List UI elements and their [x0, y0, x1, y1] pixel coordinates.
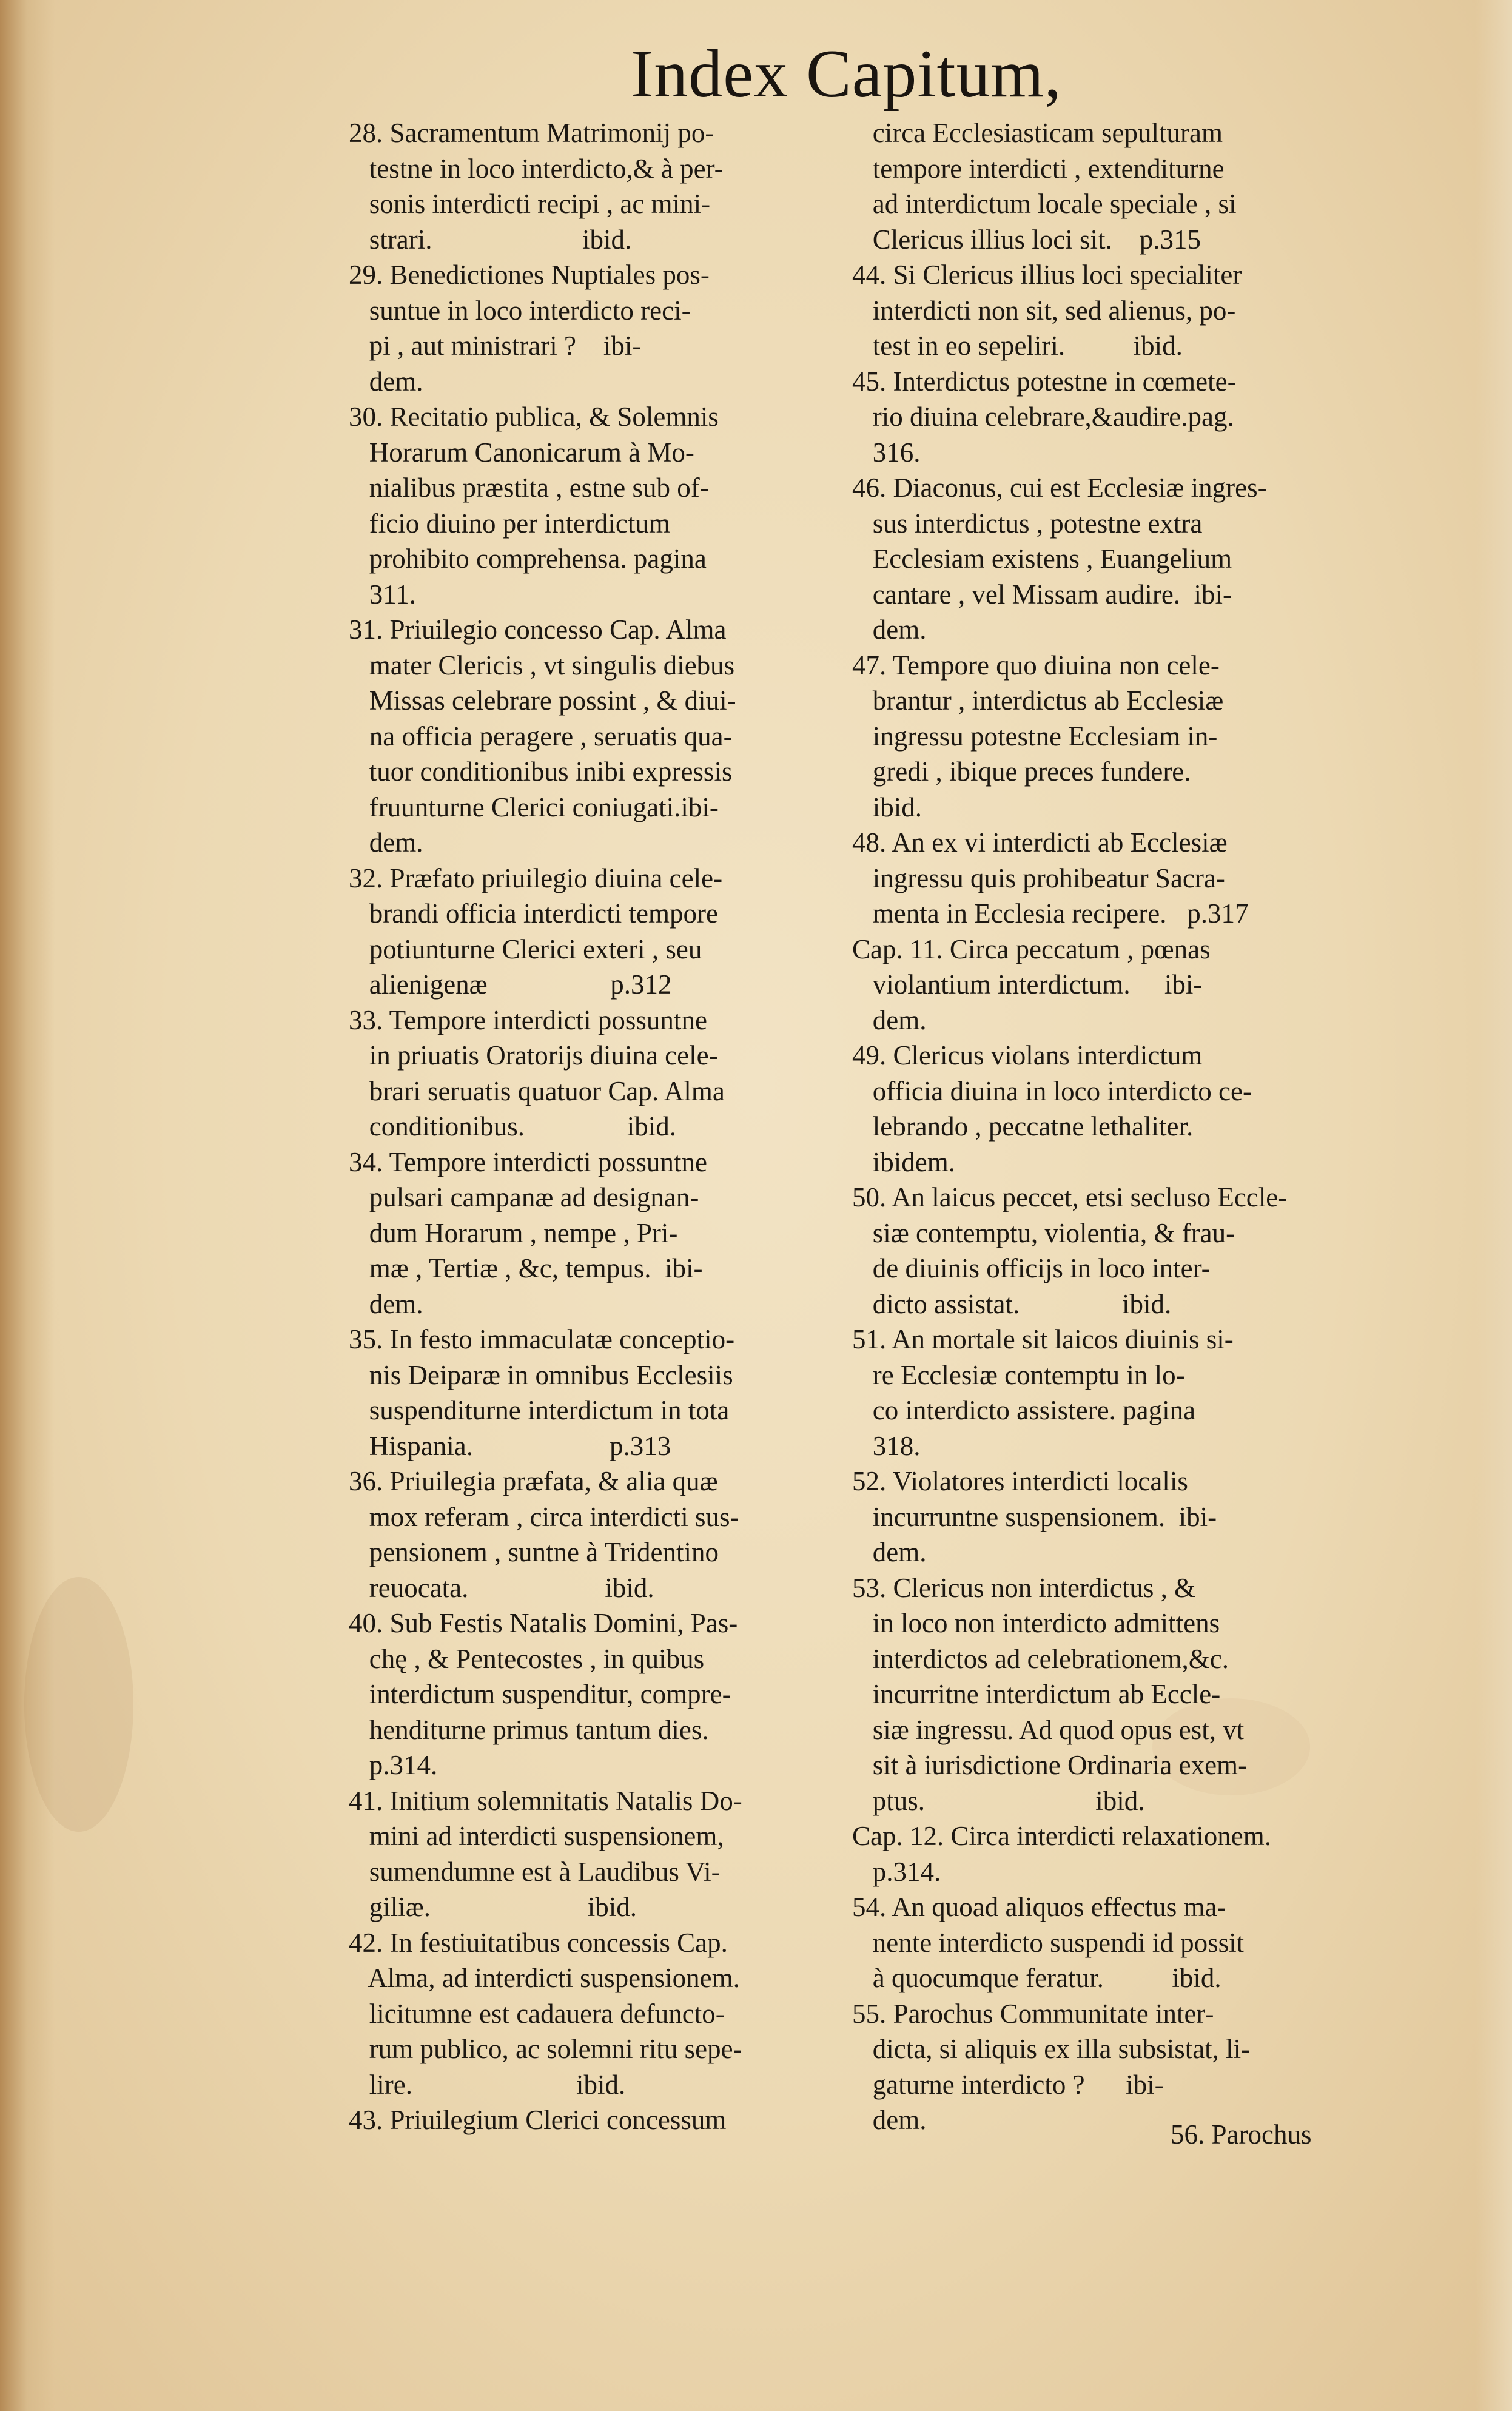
index-entry-line: interdictum suspenditur, compre-: [349, 1679, 731, 1709]
index-entry-line: conditionibus. ibid.: [349, 1111, 676, 1142]
index-entry-line: Ecclesiam existens , Euangelium: [852, 543, 1232, 574]
index-entry-line: brari seruatis quatuor Cap. Alma: [349, 1075, 725, 1106]
index-entry-line: de diuinis officijs in loco inter-: [852, 1253, 1211, 1283]
index-entry-line: suntue in loco interdicto reci-: [349, 295, 691, 326]
index-entry: [349, 399, 840, 612]
index-entry: [852, 1180, 1343, 1322]
index-entry-line: 48. An ex vi interdicti ab Ecclesiæ: [852, 827, 1228, 858]
index-entry: [852, 1038, 1343, 1180]
index-entry: [349, 1145, 840, 1322]
index-entry-line: sus interdictus , potestne extra: [852, 508, 1203, 539]
index-entry: [852, 1570, 1343, 1819]
index-entry-line: 40. Sub Festis Natalis Domini, Pas-: [349, 1608, 738, 1638]
index-entry-line: cantare , vel Missam audire. ibi-: [852, 579, 1232, 610]
index-entry-line: ingressu quis prohibeatur Sacra-: [852, 863, 1225, 893]
index-entry-line: dicta, si aliquis ex illa subsistat, li-: [852, 2034, 1251, 2064]
index-entry-line: suspenditurne interdictum in tota: [349, 1395, 730, 1425]
index-entry-line: ficio diuino per interdictum: [349, 508, 670, 539]
index-entry-line: 49. Clericus violans interdictum: [852, 1040, 1203, 1071]
index-entry-line: 42. In festiuitatibus concessis Cap.: [349, 1927, 728, 1958]
index-entry-line: 52. Violatores interdicti localis: [852, 1466, 1188, 1496]
index-entry-line: interdictos ad celebrationem,&c.: [852, 1643, 1229, 1674]
index-entry-line: dicto assistat. ibid.: [852, 1288, 1172, 1319]
index-entry-line: pulsari campanæ ad designan-: [349, 1182, 699, 1212]
index-entry-line: giliæ. ibid.: [349, 1892, 637, 1922]
index-entry-line: 55. Parochus Communitate inter-: [852, 1998, 1214, 2029]
index-entry-line: ibidem.: [852, 1146, 955, 1177]
index-entry-line: pensionem , suntne à Tridentino: [349, 1537, 719, 1567]
index-entry-line: 31. Priuilegio concesso Cap. Alma: [349, 614, 727, 645]
index-entry: [349, 612, 840, 861]
index-entry-line: strari. ibid.: [349, 224, 632, 255]
index-entry-line: à quocumque feratur. ibid.: [852, 1963, 1221, 1993]
index-entry: [349, 2102, 840, 2138]
index-entry-line: 316.: [852, 437, 921, 468]
index-entry-line: 34. Tempore interdicti possuntne: [349, 1146, 707, 1177]
index-entry-line: mox referam , circa interdicti sus-: [349, 1501, 739, 1532]
index-entry-line: siæ ingressu. Ad quod opus est, vt: [852, 1714, 1245, 1745]
index-entry-line: Horarum Canonicarum à Mo-: [349, 437, 694, 468]
index-entry-line: 32. Præfato priuilegio diuina cele-: [349, 863, 723, 893]
index-entry-line: na officia peragere , seruatis qua-: [349, 721, 733, 752]
index-entry-line: mater Clericis , vt singulis diebus: [349, 650, 735, 681]
page-header-title: Index Capitum,: [631, 36, 1062, 112]
index-entry-line: co interdicto assistere. pagina: [852, 1395, 1196, 1425]
index-entry-line: Clericus illius loci sit. p.315: [852, 224, 1201, 255]
index-entry-line: gredi , ibique preces fundere.: [852, 756, 1191, 787]
index-entry: [349, 1606, 840, 1783]
index-entry-line: sit à iurisdictione Ordinaria exem-: [852, 1750, 1248, 1780]
index-entry: [349, 115, 840, 257]
index-entry: [852, 932, 1343, 1038]
index-entry: [349, 257, 840, 399]
index-entry-line: 45. Interdictus potestne in cœmete-: [852, 366, 1237, 397]
index-entry-line: dem.: [349, 827, 423, 858]
index-entry: [349, 1464, 840, 1606]
index-entry-line: p.314.: [349, 1750, 438, 1780]
index-entry-line: 51. An mortale sit laicos diuinis si-: [852, 1324, 1234, 1354]
index-entry-line: ingressu potestne Ecclesiam in-: [852, 721, 1218, 752]
index-entry-line: ptus. ibid.: [852, 1785, 1145, 1816]
index-entry-line: in priuatis Oratorijs diuina cele-: [349, 1040, 718, 1071]
index-entry-line: 36. Priuilegia præfata, & alia quæ: [349, 1466, 718, 1496]
index-entry-line: 33. Tempore interdicti possuntne: [349, 1004, 707, 1035]
index-entry: [349, 1783, 840, 1925]
index-entry: [852, 1818, 1343, 1889]
left-column: [349, 115, 840, 2138]
index-entry: [349, 1925, 840, 2103]
index-entry-line: prohibito comprehensa. pagina: [349, 543, 707, 574]
index-entry-line: 41. Initium solemnitatis Natalis Do-: [349, 1785, 742, 1816]
index-entry-line: dem.: [852, 1537, 927, 1567]
index-entry: [852, 1996, 1343, 2138]
index-entry-line: mini ad interdicti suspensionem,: [349, 1821, 724, 1851]
index-entry-line: circa Ecclesiasticam sepulturam: [852, 118, 1223, 148]
index-entry-line: dem.: [852, 2105, 927, 2135]
index-entry-line: pi , aut ministrari ? ibi-: [349, 331, 642, 361]
index-entry-line: incurritne interdictum ab Eccle-: [852, 1679, 1221, 1709]
index-entry-line: fruunturne Clerici coniugati.ibi-: [349, 792, 719, 822]
index-entry-line: 311.: [349, 579, 416, 610]
index-entry-line: 318.: [852, 1430, 921, 1461]
index-entry: [852, 648, 1343, 826]
index-entry-line: gaturne interdicto ? ibi-: [852, 2069, 1164, 2100]
index-entry: [852, 115, 1343, 257]
index-entry-line: 28. Sacramentum Matrimonij po-: [349, 118, 714, 148]
index-entry: [349, 1322, 840, 1464]
index-entry: [852, 1889, 1343, 1996]
index-entry-line: dem.: [349, 1288, 423, 1319]
index-entry: [852, 257, 1343, 364]
index-entry-line: brandi officia interdicti tempore: [349, 898, 718, 929]
index-entry-line: Cap. 11. Circa peccatum , pœnas: [852, 933, 1211, 964]
index-entry-line: Alma, ad interdicti suspensionem.: [349, 1963, 740, 1993]
index-entry-line: ad interdictum locale speciale , si: [852, 189, 1237, 219]
index-entry-line: incurruntne suspensionem. ibi-: [852, 1501, 1217, 1532]
index-entry-line: violantium interdictum. ibi-: [852, 969, 1203, 1000]
index-entry-line: siæ contemptu, violentia, & frau-: [852, 1217, 1235, 1248]
index-entry-line: in loco non interdicto admittens: [852, 1608, 1220, 1638]
index-entry: [852, 825, 1343, 932]
index-entry-line: rio diuina celebrare,&audire.pag.: [852, 402, 1234, 432]
index-entry-line: nente interdicto suspendi id possit: [852, 1927, 1245, 1958]
index-entry-line: tempore interdicti , extenditurne: [852, 153, 1225, 184]
index-entry-line: 46. Diaconus, cui est Ecclesiæ ingres-: [852, 472, 1267, 503]
index-entry-line: 54. An quoad aliquos effectus ma-: [852, 1892, 1226, 1922]
index-entry-line: re Ecclesiæ contemptu in lo-: [852, 1359, 1185, 1390]
index-entry-line: dem.: [852, 614, 927, 645]
index-entry-line: dem.: [349, 366, 423, 397]
right-column: [852, 115, 1343, 2138]
index-entry-line: nis Deiparæ in omnibus Ecclesiis: [349, 1359, 733, 1390]
index-entry-line: henditurne primus tantum dies.: [349, 1714, 709, 1745]
index-entry-line: alienigenæ p.312: [349, 969, 672, 1000]
index-entry-line: p.314.: [852, 1856, 941, 1887]
index-entry-line: rum publico, ac solemni ritu sepe-: [349, 2034, 742, 2064]
index-entry-line: dem.: [852, 1004, 927, 1035]
index-entry: [852, 1322, 1343, 1464]
index-entry: [349, 1003, 840, 1145]
index-entry-line: mæ , Tertiæ , &c, tempus. ibi-: [349, 1253, 703, 1283]
index-entry-line: test in eo sepeliri. ibid.: [852, 331, 1183, 361]
index-entry-line: dum Horarum , nempe , Pri-: [349, 1217, 678, 1248]
index-entry-line: menta in Ecclesia recipere. p.317: [852, 898, 1249, 929]
index-entry-line: nialibus præstita , estne sub of-: [349, 472, 709, 503]
index-entry-line: ibid.: [852, 792, 922, 822]
index-entry-line: tuor conditionibus inibi expressis: [349, 756, 733, 787]
index-entry: [349, 861, 840, 1003]
catchword: 56. Parochus: [1171, 2119, 1312, 2150]
index-entry-line: 44. Si Clericus illius loci specialiter: [852, 260, 1242, 290]
index-entry-line: lebrando , peccatne lethaliter.: [852, 1111, 1194, 1142]
index-entry-line: 30. Recitatio publica, & Solemnis: [349, 402, 719, 432]
index-entry-line: sumendumne est à Laudibus Vi-: [349, 1856, 721, 1887]
index-entry-line: 50. An laicus peccet, etsi secluso Eccle-: [852, 1182, 1288, 1212]
index-entry: [852, 470, 1343, 648]
index-entry: [852, 1464, 1343, 1570]
index-entry-line: potiunturne Clerici exteri , seu: [349, 933, 702, 964]
index-entry-line: sonis interdicti recipi , ac mini-: [349, 189, 711, 219]
index-entry-line: brantur , interdictus ab Ecclesiæ: [852, 685, 1224, 716]
index-entry-line: testne in loco interdicto,& à per-: [349, 153, 724, 184]
index-entry-line: 53. Clericus non interdictus , &: [852, 1572, 1196, 1603]
page-stain: [24, 1577, 133, 1832]
index-entry: [852, 364, 1343, 471]
index-entry-line: lire. ibid.: [349, 2069, 626, 2100]
index-entry-line: 43. Priuilegium Clerici concessum: [349, 2105, 727, 2135]
index-entry-line: 35. In festo immaculatæ conceptio-: [349, 1324, 735, 1354]
index-entry-line: reuocata. ibid.: [349, 1572, 654, 1603]
index-entry-line: Missas celebrare possint , & diui-: [349, 685, 736, 716]
index-entry-line: officia diuina in loco interdicto ce-: [852, 1075, 1252, 1106]
index-entry-line: interdicti non sit, sed alienus, po-: [852, 295, 1236, 326]
index-entry-line: Cap. 12. Circa interdicti relaxationem.: [852, 1821, 1272, 1851]
index-entry-line: Hispania. p.313: [349, 1430, 671, 1461]
index-entry-line: 29. Benedictiones Nuptiales pos-: [349, 260, 710, 290]
index-entry-line: chę , & Pentecostes , in quibus: [349, 1643, 705, 1674]
index-entry-line: 47. Tempore quo diuina non cele-: [852, 650, 1220, 681]
index-entry-line: licitumne est cadauera defuncto-: [349, 1998, 725, 2029]
